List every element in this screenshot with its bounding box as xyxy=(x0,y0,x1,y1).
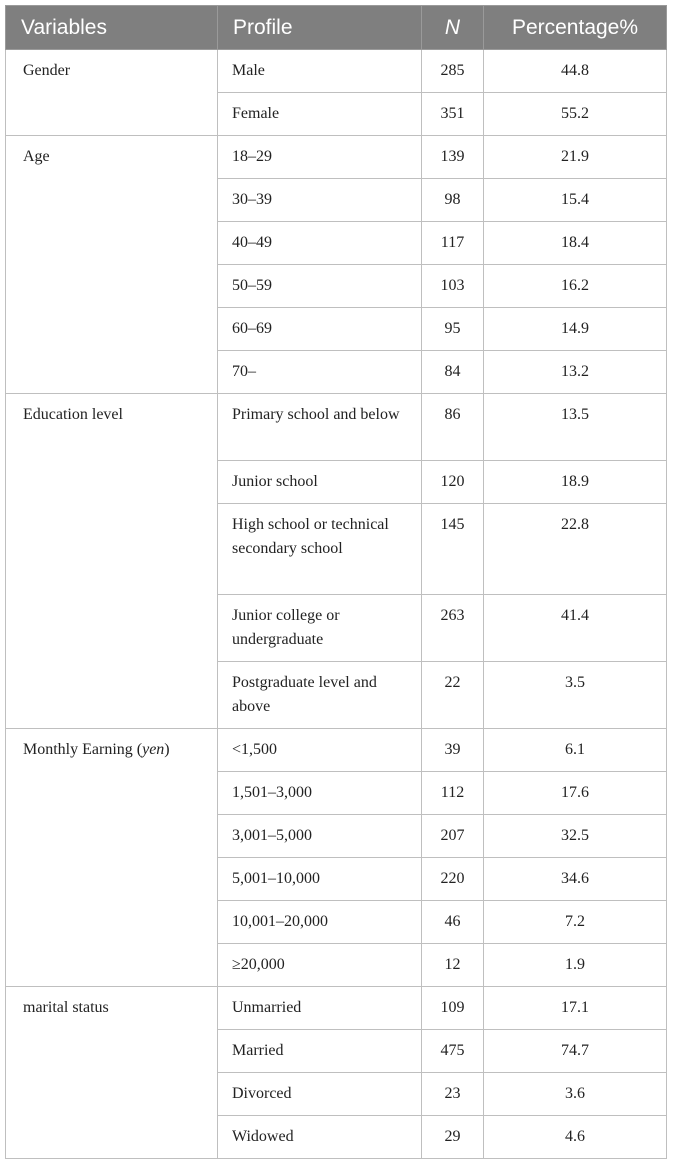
count-cell: 39 xyxy=(422,729,484,772)
count-cell: 29 xyxy=(422,1116,484,1159)
variable-cell xyxy=(6,987,218,1159)
percentage-cell: 14.9 xyxy=(484,308,667,351)
header-variables: Variables xyxy=(6,6,218,50)
variable-cell xyxy=(6,136,218,394)
percentage-cell: 22.8 xyxy=(484,504,667,595)
percentage-cell: 32.5 xyxy=(484,815,667,858)
count-cell: 46 xyxy=(422,901,484,944)
variable-label: marital status xyxy=(23,999,109,1016)
count-cell: 207 xyxy=(422,815,484,858)
count-cell: 285 xyxy=(422,50,484,93)
count-cell: 139 xyxy=(422,136,484,179)
percentage-cell: 34.6 xyxy=(484,858,667,901)
table-row xyxy=(6,50,667,93)
percentage-cell: 3.5 xyxy=(484,662,667,729)
profile-cell: Primary school and below xyxy=(218,394,422,461)
profile-cell: Female xyxy=(218,93,422,136)
unit-label: yen xyxy=(142,741,165,758)
profile-cell: <1,500 xyxy=(218,729,422,772)
header-row xyxy=(6,6,667,50)
profile-cell: Widowed xyxy=(218,1116,422,1159)
percentage-cell: 6.1 xyxy=(484,729,667,772)
count-cell: 109 xyxy=(422,987,484,1030)
demographics-table xyxy=(5,5,667,1159)
profile-cell: 18–29 xyxy=(218,136,422,179)
table-row xyxy=(6,729,667,772)
count-cell: 103 xyxy=(422,265,484,308)
count-cell: 145 xyxy=(422,504,484,595)
profile-cell: Unmarried xyxy=(218,987,422,1030)
profile-cell: 70– xyxy=(218,351,422,394)
count-cell: 120 xyxy=(422,461,484,504)
percentage-cell: 16.2 xyxy=(484,265,667,308)
variable-cell xyxy=(6,394,218,729)
variable-label: Age xyxy=(23,148,50,165)
header-n: N xyxy=(422,6,484,50)
count-cell: 98 xyxy=(422,179,484,222)
percentage-cell: 41.4 xyxy=(484,595,667,662)
count-cell: 95 xyxy=(422,308,484,351)
percentage-cell: 13.5 xyxy=(484,394,667,461)
profile-cell: 50–59 xyxy=(218,265,422,308)
profile-cell: 40–49 xyxy=(218,222,422,265)
count-cell: 86 xyxy=(422,394,484,461)
header-percentage: Percentage% xyxy=(484,6,667,50)
percentage-cell: 1.9 xyxy=(484,944,667,987)
count-cell: 23 xyxy=(422,1073,484,1116)
count-cell: 263 xyxy=(422,595,484,662)
variable-cell: Monthly Earning (yen) xyxy=(6,729,218,987)
profile-cell: Divorced xyxy=(218,1073,422,1116)
count-cell: 475 xyxy=(422,1030,484,1073)
percentage-cell: 18.9 xyxy=(484,461,667,504)
profile-cell: 3,001–5,000 xyxy=(218,815,422,858)
profile-cell: 1,501–3,000 xyxy=(218,772,422,815)
variable-cell xyxy=(6,50,218,136)
profile-cell: 30–39 xyxy=(218,179,422,222)
count-cell: 22 xyxy=(422,662,484,729)
percentage-cell: 18.4 xyxy=(484,222,667,265)
profile-cell: ≥20,000 xyxy=(218,944,422,987)
count-cell: 351 xyxy=(422,93,484,136)
table-row xyxy=(6,136,667,179)
variable-label: Education level xyxy=(23,406,123,423)
percentage-cell: 55.2 xyxy=(484,93,667,136)
percentage-cell: 74.7 xyxy=(484,1030,667,1073)
percentage-cell: 3.6 xyxy=(484,1073,667,1116)
profile-cell: Junior college or undergraduate xyxy=(218,595,422,662)
count-cell: 84 xyxy=(422,351,484,394)
table-row xyxy=(6,394,667,461)
percentage-cell: 21.9 xyxy=(484,136,667,179)
percentage-cell: 4.6 xyxy=(484,1116,667,1159)
variable-label: Monthly Earning xyxy=(23,741,133,758)
profile-cell: 5,001–10,000 xyxy=(218,858,422,901)
profile-cell: Male xyxy=(218,50,422,93)
profile-cell: Married xyxy=(218,1030,422,1073)
percentage-cell: 17.6 xyxy=(484,772,667,815)
count-cell: 220 xyxy=(422,858,484,901)
profile-cell: 10,001–20,000 xyxy=(218,901,422,944)
variable-label: Gender xyxy=(23,62,71,79)
profile-cell: Postgraduate level and above xyxy=(218,662,422,729)
percentage-cell: 44.8 xyxy=(484,50,667,93)
count-cell: 12 xyxy=(422,944,484,987)
profile-cell: Junior school xyxy=(218,461,422,504)
percentage-cell: 17.1 xyxy=(484,987,667,1030)
profile-cell: High school or technical secondary school xyxy=(218,504,422,595)
count-cell: 112 xyxy=(422,772,484,815)
percentage-cell: 13.2 xyxy=(484,351,667,394)
profile-cell: 60–69 xyxy=(218,308,422,351)
table-row xyxy=(6,987,667,1030)
header-profile: Profile xyxy=(218,6,422,50)
percentage-cell: 7.2 xyxy=(484,901,667,944)
percentage-cell: 15.4 xyxy=(484,179,667,222)
count-cell: 117 xyxy=(422,222,484,265)
